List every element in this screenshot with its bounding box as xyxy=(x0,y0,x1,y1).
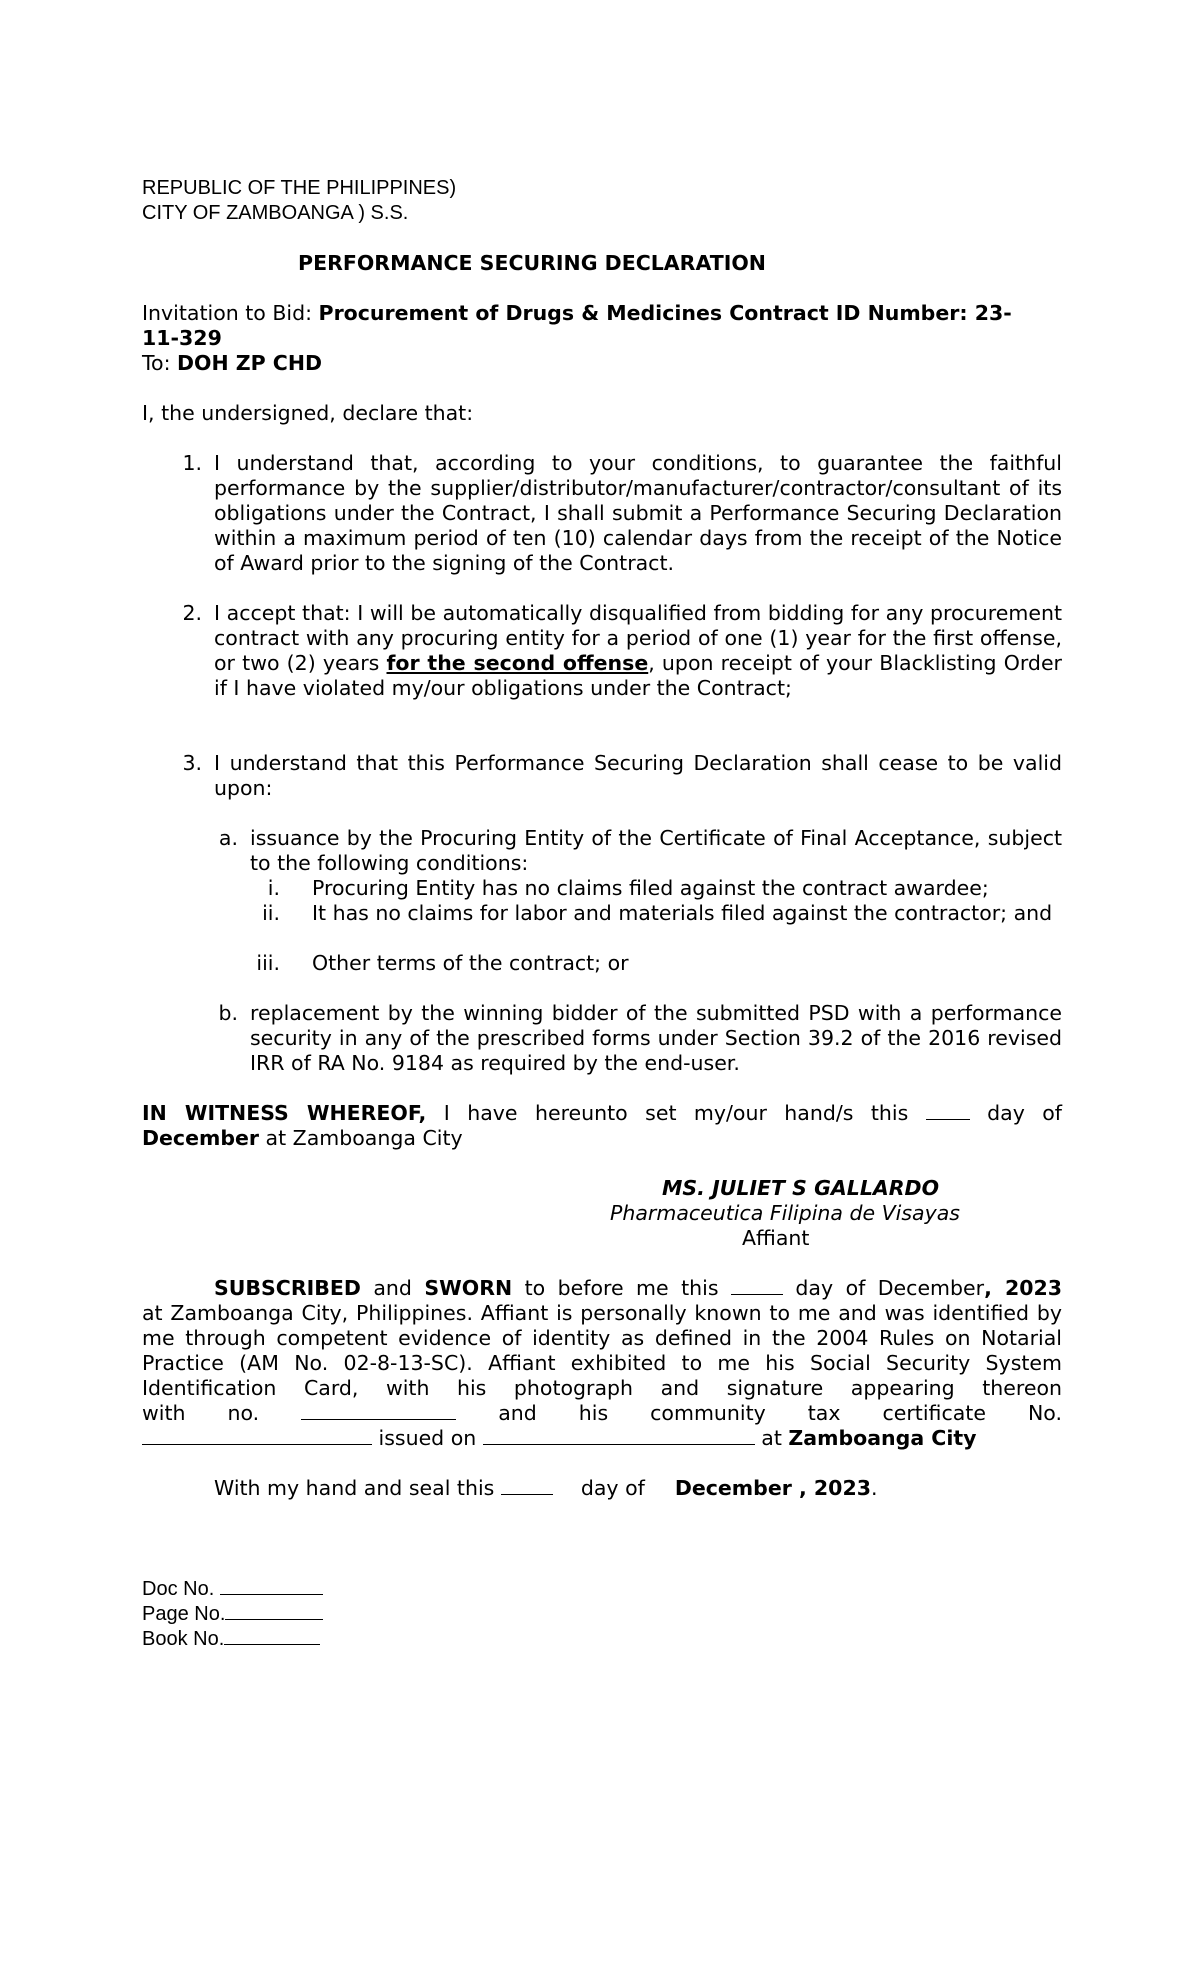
seal-line xyxy=(214,1476,878,1501)
affiant-company: Pharmaceutica Filipina de Visayas xyxy=(610,1201,960,1225)
witness-date-line xyxy=(142,1126,463,1150)
notary-issued-line xyxy=(142,1426,977,1451)
notary-word: certificate xyxy=(882,1401,986,1425)
witness-text: I have hereunto set my/our hand/s this xyxy=(426,1101,926,1125)
condition-number: ii. xyxy=(262,901,280,925)
notary-word: with xyxy=(142,1401,186,1425)
page-number-blank xyxy=(225,1601,323,1620)
item-text xyxy=(214,601,1062,701)
issued-on-text: issued on xyxy=(372,1426,483,1450)
notary-text: to before me this xyxy=(512,1276,731,1300)
issued-date-blank xyxy=(483,1426,755,1445)
condition-text: Other terms of the contract; or xyxy=(312,951,629,975)
notary-word: and xyxy=(498,1401,537,1425)
condition-text: It has no claims for labor and materials filed against the contractor; and xyxy=(312,901,1053,925)
id-number-blank xyxy=(301,1401,456,1420)
item-number: 3. xyxy=(182,751,202,775)
day-blank xyxy=(926,1101,970,1120)
doc-number-line xyxy=(142,1576,323,1601)
recipient-value: DOH ZP CHD xyxy=(177,351,322,375)
notary-text: day of December xyxy=(782,1276,985,1300)
item-number: 2. xyxy=(182,601,202,625)
subitem-text: replacement by the winning bidder of the submitted PSD with a performance security in any of the prescribed forms under Section 39.2 of the 2016 revised IRR of RA No. 9184 as required by the end-user. xyxy=(250,1001,1062,1075)
notary-word: No. xyxy=(1027,1401,1062,1425)
page-number-line xyxy=(142,1601,323,1626)
subscribed-text: SUBSCRIBED xyxy=(214,1276,361,1300)
witness-line xyxy=(142,1101,1062,1126)
doc-number-blank xyxy=(220,1576,323,1595)
seal-date: December , 2023 xyxy=(674,1476,871,1500)
second-offense-emphasis: for the second offense xyxy=(386,651,649,675)
seal-text: With my hand and seal this xyxy=(214,1476,501,1500)
page-label: Page No. xyxy=(142,1603,226,1625)
item-number: 1. xyxy=(182,451,202,475)
seal-text: day of xyxy=(580,1476,645,1500)
invitation-value: Procurement of Drugs & Medicines Contract ID Number: 23- xyxy=(318,301,1012,325)
and-text: and xyxy=(360,1276,425,1300)
book-label: Book No. xyxy=(142,1628,225,1650)
notary-id-line xyxy=(142,1401,1062,1426)
notary-word: tax xyxy=(807,1401,841,1425)
notary-day-blank xyxy=(731,1276,783,1295)
condition-text: Procuring Entity has no claims filed against the contract awardee; xyxy=(312,876,989,900)
recipient-line xyxy=(142,351,322,375)
witness-month: December xyxy=(142,1126,260,1150)
notary-year: , 2023 xyxy=(984,1276,1063,1300)
witness-bold: IN WITNESS WHEREOF, xyxy=(142,1101,427,1125)
witness-place: at Zamboanga City xyxy=(259,1126,463,1150)
book-number-line xyxy=(142,1626,320,1651)
seal-period: . xyxy=(870,1476,878,1500)
notary-first-line xyxy=(214,1276,1062,1301)
notary-word: his xyxy=(578,1401,609,1425)
book-number-blank xyxy=(224,1626,320,1645)
city-line: CITY OF ZAMBOANGA ) S.S. xyxy=(142,202,409,224)
seal-day-blank xyxy=(501,1476,553,1495)
recipient-label: To: xyxy=(142,351,178,375)
subitem-text: issuance by the Procuring Entity of the Certificate of Final Acceptance, subject to the following conditions: xyxy=(250,826,1062,875)
ctc-number-blank xyxy=(142,1426,372,1445)
item-text-after: , upon receipt of your Blacklisting Order if I have violated my/our obligations under the Contract; xyxy=(214,651,1062,700)
republic-line: REPUBLIC OF THE PHILIPPINES) xyxy=(142,177,457,199)
declaration-intro: I, the undersigned, declare that: xyxy=(142,401,474,425)
witness-text-end: day of xyxy=(969,1101,1063,1125)
document-title: PERFORMANCE SECURING DECLARATION xyxy=(298,251,766,275)
sworn-text: SWORN xyxy=(424,1276,513,1300)
affiant-role: Affiant xyxy=(742,1226,810,1250)
invitation-line xyxy=(142,301,1012,325)
affiant-name: MS. JULIET S GALLARDO xyxy=(662,1176,939,1200)
contract-id-continuation: 11-329 xyxy=(142,326,222,350)
condition-number: iii. xyxy=(256,951,280,975)
notary-city: Zamboanga City xyxy=(788,1426,977,1450)
item-text: I understand that this Performance Securing Declaration shall cease to be valid upon: xyxy=(214,751,1062,800)
item-text: I understand that, according to your conditions, to guarantee the faithful performance by the supplier/distributor/manufacturer/contractor/consultant of its obligations under the Contract, I shall submit a Performance Securing Declaration within a maximum period of ten (10) calendar days from the receipt of the Notice of Award prior to the signing of the Contract. xyxy=(214,451,1062,575)
item-text-before: I accept that: I will be automatically disqualified from bidding for any procurement contract with any procuring entity for a period of one (1) year for the first offense, or two (2) years xyxy=(214,601,1062,675)
condition-number: i. xyxy=(267,876,280,900)
subitem-letter: b. xyxy=(218,1001,238,1025)
notary-body: at Zamboanga City, Philippines. Affiant is personally known to me and was identified by me through competent evidence of identity as defined in the 2004 Rules on Notarial Practice (AM No. 02-8-13-SC). Affiant exhibited to me his Social Security System Identification Card, with his photograph and signature appearing thereon xyxy=(142,1301,1062,1400)
subitem-letter: a. xyxy=(218,826,238,850)
invitation-label: Invitation to Bid: xyxy=(142,301,319,325)
notary-word: no. xyxy=(227,1401,260,1425)
doc-label: Doc No. xyxy=(142,1578,220,1600)
notary-word: community xyxy=(650,1401,766,1425)
at-text: at xyxy=(754,1426,789,1450)
